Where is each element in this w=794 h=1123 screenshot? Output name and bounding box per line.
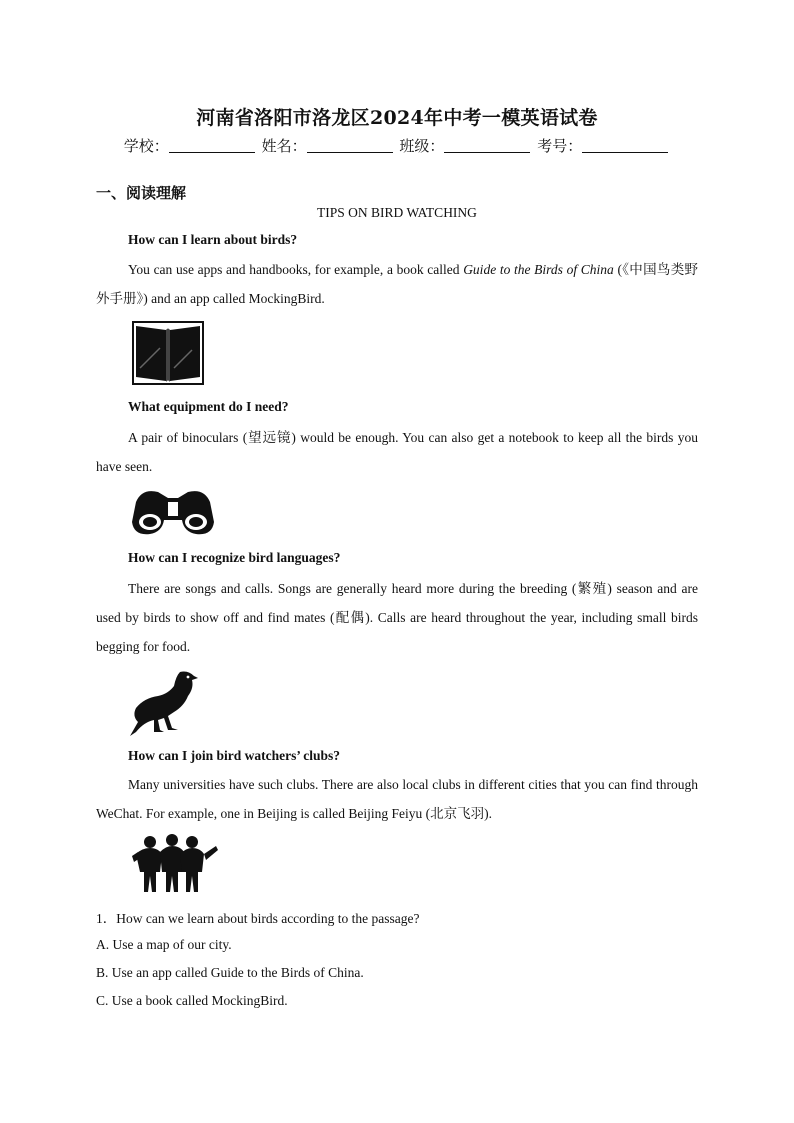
club-people-icon bbox=[130, 832, 222, 894]
paragraph-1-text-b: (《中国鸟类野外手册》) and an app called MockingBird. bbox=[96, 262, 698, 306]
class-label: 班级： bbox=[399, 137, 445, 155]
option-c[interactable]: C. Use a book called MockingBird. bbox=[96, 993, 288, 1008]
question-heading-1: How can I learn about birds? bbox=[128, 232, 298, 247]
exam-no-label: 考号： bbox=[537, 137, 583, 155]
exam-no-blank[interactable] bbox=[582, 138, 668, 153]
passage-title: TIPS ON BIRD WATCHING bbox=[317, 205, 477, 220]
class-blank[interactable] bbox=[444, 138, 530, 153]
paragraph-2: A pair of binoculars (望远镜) would be enough. You can also get a notebook to keep all the birds you have seen. bbox=[96, 430, 698, 474]
book-icon bbox=[130, 318, 206, 388]
binoculars-icon bbox=[128, 484, 218, 540]
crow-icon bbox=[128, 666, 200, 740]
school-blank[interactable] bbox=[169, 138, 255, 153]
question-heading-4: How can I join bird watchers’ clubs? bbox=[128, 748, 341, 763]
paragraph-3: There are songs and calls. Songs are generally heard more during the breeding (繁殖) season and are used by birds to show off and find mates (配偶). Calls are heard throughout the year, including small birds begging for food. bbox=[96, 581, 698, 654]
name-label: 姓名： bbox=[261, 137, 307, 155]
book-title: Guide to the Birds of China bbox=[463, 262, 614, 277]
question-1-stem: 1．How can we learn about birds according to the passage? bbox=[96, 911, 420, 926]
page-title: 河南省洛阳市洛龙区2024年中考一模英语试卷 bbox=[196, 107, 598, 129]
school-label: 学校： bbox=[123, 137, 169, 155]
option-b[interactable]: B. Use an app called Guide to the Birds of China. bbox=[96, 965, 364, 980]
paragraph-1 bbox=[96, 255, 698, 313]
option-a[interactable]: A. Use a map of our city. bbox=[96, 937, 232, 952]
paragraph-1-text-a: You can use apps and handbooks, for example, a book called bbox=[128, 262, 464, 277]
section-heading: 一、阅读理解 bbox=[96, 184, 187, 202]
student-info-line bbox=[0, 135, 794, 156]
name-blank[interactable] bbox=[307, 138, 393, 153]
question-heading-3: How can I recognize bird languages? bbox=[128, 550, 341, 565]
question-heading-2: What equipment do I need? bbox=[128, 399, 289, 414]
paragraph-4: Many universities have such clubs. There are also local clubs in different cities that you can find through WeChat. For example, one in Beijing is called Beijing Feiyu (北京飞羽). bbox=[96, 777, 698, 821]
